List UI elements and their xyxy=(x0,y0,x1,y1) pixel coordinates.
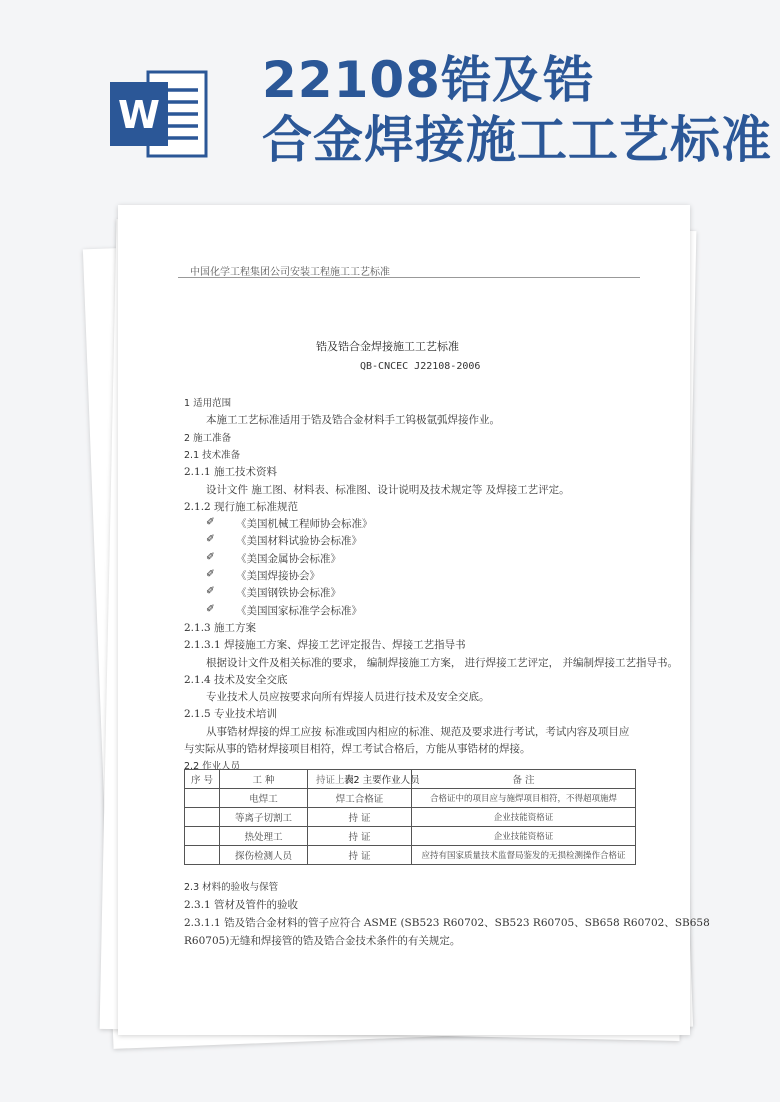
bullet-icon: ✐ xyxy=(206,602,215,615)
bullet-icon: ✐ xyxy=(206,533,215,546)
doc-line: 2.3 材料的验收与保管 xyxy=(184,882,279,893)
doc-line: 2.1.4 技术及安全交底 xyxy=(184,673,288,686)
bullet-icon: ✐ xyxy=(206,550,215,563)
table-cell: 企业技能资格证 xyxy=(412,827,636,846)
doc-line: 《美国材料试验协会标准》 xyxy=(236,535,362,548)
doc-line: 2.2 作业人员 xyxy=(184,761,241,773)
table-row xyxy=(185,846,636,865)
table-cell: 持 证 xyxy=(308,808,412,827)
doc-line: 2.3.1.1 锆及锆合金材料的管子应符合 ASME (SB523 R60702、SB523 R60705、SB658 R60702、SB658 xyxy=(184,917,710,929)
table-cell: 等离子切割工 xyxy=(220,808,308,827)
table-cell: 焊工合格证 xyxy=(308,789,412,808)
doc-line: 2.1.3.1 焊接施工方案、焊接工艺评定报告、焊接工艺指导书 xyxy=(184,639,466,652)
table-cell: 应持有国家质量技术监督局鉴发的无损检测操作合格证 xyxy=(412,846,636,865)
doc-line: 2.1.2 现行施工标准规范 xyxy=(184,500,299,513)
table-cell xyxy=(185,846,220,865)
page-title xyxy=(262,50,772,170)
doc-line: 《美国焊接协会》 xyxy=(236,570,320,582)
table-row xyxy=(185,789,636,808)
table-cell xyxy=(185,827,220,846)
table-cell: 持 证 xyxy=(308,827,412,846)
bullet-icon: ✐ xyxy=(206,568,215,580)
doc-line: 2.1.3 施工方案 xyxy=(184,621,257,634)
table-header-cell: 持证上岗 xyxy=(308,770,412,789)
table-header-cell: 备 注 xyxy=(412,770,636,789)
table-header-cell: 序 号 xyxy=(185,770,220,789)
table-row xyxy=(185,827,636,846)
doc-line: R60705)无缝和焊接管的锆及锆合金技术条件的有关规定。 xyxy=(184,935,461,947)
table-header-cell: 工 种 xyxy=(220,770,308,789)
table-caption: 表2 主要作业人员 xyxy=(344,775,420,786)
running-header: 中国化学工程集团公司安装工程施工工艺标准 xyxy=(190,267,390,278)
doc-line: 专业技术人员应按要求向所有焊接人员进行技术及安全交底。 xyxy=(206,691,490,704)
word-icon xyxy=(110,68,208,160)
doc-code: QB-CNCEC J22108-2006 xyxy=(360,361,481,372)
doc-line: 2.1.1 施工技术资料 xyxy=(184,466,278,479)
doc-line: 2.1.5 专业技术培训 xyxy=(184,708,278,721)
doc-line: 1 适用范围 xyxy=(184,398,232,409)
doc-line: 《美国国家标准学会标准》 xyxy=(236,604,362,617)
doc-line: 2 施工准备 xyxy=(184,432,232,444)
doc-line: 2.3.1 管材及管件的验收 xyxy=(184,899,299,911)
bullet-icon: ✐ xyxy=(206,516,215,529)
table-row xyxy=(185,808,636,827)
doc-line: 设计文件 施工图、材料表、标准图、设计说明及技术规定等 及焊接工艺评定。 xyxy=(206,483,570,496)
doc-line: 根据设计文件及相关标准的要求， 编制焊接施工方案， 进行焊接工艺评定， 并编制焊接工艺指导书。 xyxy=(206,656,679,669)
doc-line: 与实际从事的锆材焊接项目相符，焊工考试合格后，方能从事锆材的焊接。 xyxy=(184,743,531,755)
table-cell: 热处理工 xyxy=(220,827,308,846)
bullet-icon: ✐ xyxy=(206,585,215,598)
svg-text:W: W xyxy=(118,93,160,137)
doc-title: 锆及锆合金焊接施工工艺标准 xyxy=(316,340,459,353)
doc-line: 《美国金属协会标准》 xyxy=(236,552,341,565)
title-line-1: 22108锆及锆 xyxy=(262,51,594,109)
doc-line: 《美国钢铁协会标准》 xyxy=(236,587,341,600)
table-cell: 探伤检测人员 xyxy=(220,846,308,865)
table-cell: 持 证 xyxy=(308,846,412,865)
doc-line: 本施工工艺标准适用于锆及锆合金材料手工钨极氩弧焊接作业。 xyxy=(206,414,500,427)
title-line-2: 合金焊接施工工艺标准 xyxy=(262,111,772,169)
table-cell: 电焊工 xyxy=(220,789,308,808)
doc-line: 《美国机械工程师协会标准》 xyxy=(236,518,373,531)
doc-line: 从事锆材焊接的焊工应按 标准或国内相应的标准、规范及要求进行考试，考试内容及项目应 xyxy=(206,725,630,738)
table-cell xyxy=(185,808,220,827)
table-cell: 合格证中的项目应与施焊项目相符，不得超项施焊 xyxy=(412,789,636,808)
header-rule xyxy=(178,277,640,278)
table-cell: 企业技能资格证 xyxy=(412,808,636,827)
document-page xyxy=(118,205,710,1035)
doc-line: 2.1 技术准备 xyxy=(184,449,241,461)
table-cell xyxy=(185,789,220,808)
